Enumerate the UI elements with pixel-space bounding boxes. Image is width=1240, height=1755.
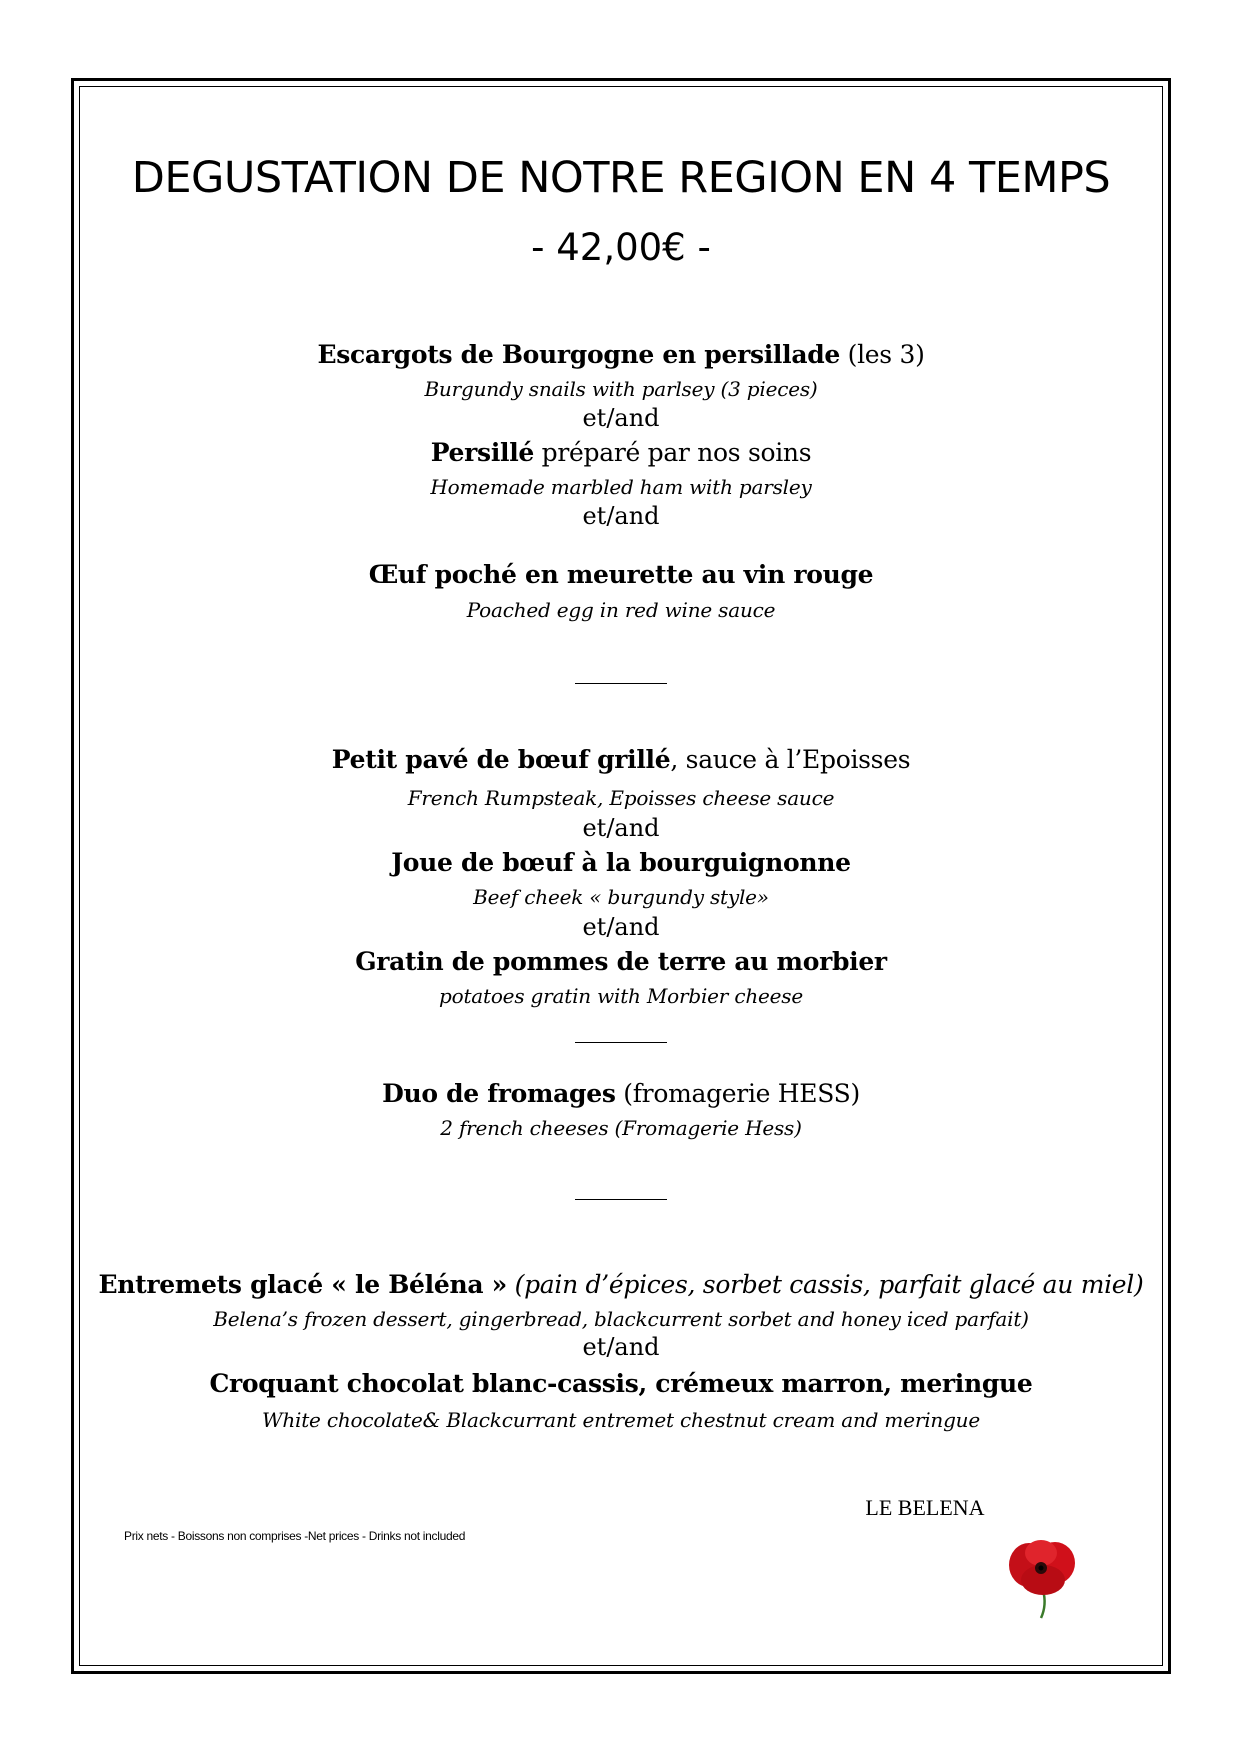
restaurant-signature: LE BELENA [865, 1495, 985, 1520]
dish-translation: Belena’s frozen dessert, gingerbread, blackcurrent sorbet and honey iced parfait) [213, 1307, 1029, 1331]
dish-croquant-chocolat [79, 1369, 1163, 1398]
dish-name: Duo de fromages [382, 1079, 616, 1108]
poppy-center-dot [1039, 1566, 1044, 1571]
dish-detail: , sauce à l’Epoisses [670, 745, 911, 774]
conjunction: et/and [582, 814, 660, 842]
dish-translation: French Rumpsteak, Epoisses cheese sauce [407, 786, 835, 810]
dish-translation: 2 french cheeses (Fromagerie Hess) [440, 1116, 802, 1140]
poppy-flower-icon [1003, 1535, 1083, 1620]
dish-joue-boeuf [79, 848, 1163, 877]
dish-entremets-glace [79, 1270, 1163, 1299]
dish-name: Gratin de pommes de terre au morbier [355, 947, 887, 976]
dish-translation: Homemade marbled ham with parsley [430, 475, 812, 499]
menu-price: - 42,00€ - [531, 226, 711, 269]
price-footnote: Prix nets - Boissons non comprises -Net prices - Drinks not included [124, 1529, 466, 1543]
conjunction: et/and [582, 404, 660, 432]
dish-name: Œuf poché en meurette au vin rouge [368, 560, 874, 589]
dish-name: Escargots de Bourgogne en persillade [317, 340, 841, 369]
dish-name: Persillé [430, 438, 535, 467]
dish-translation: potatoes gratin with Morbier cheese [439, 984, 803, 1008]
course-separator [575, 683, 667, 684]
course-separator [575, 1199, 667, 1200]
conjunction: et/and [582, 913, 660, 941]
dish-translation: Burgundy snails with parlsey (3 pieces) [424, 377, 818, 401]
dish-duo-fromages [79, 1079, 1163, 1108]
dish-gratin [79, 947, 1163, 976]
dish-detail: (les 3) [840, 340, 925, 369]
dish-persille [79, 438, 1163, 467]
dish-name: Entremets glacé « le Béléna » [98, 1270, 507, 1299]
dish-name: Petit pavé de bœuf grillé [331, 745, 671, 774]
dish-translation: White chocolate& Blackcurrant entremet chestnut cream and meringue [261, 1408, 980, 1432]
course-separator [575, 1042, 667, 1043]
dish-detail: préparé par nos soins [534, 438, 812, 467]
dish-translation: Poached egg in red wine sauce [466, 598, 776, 622]
dish-pave-boeuf [79, 745, 1163, 774]
dish-translation: Beef cheek « burgundy style» [473, 885, 769, 909]
dish-name: Joue de bœuf à la bourguignonne [391, 848, 851, 877]
dish-detail: (pain d’épices, sorbet cassis, parfait glacé au miel) [506, 1270, 1144, 1299]
dish-escargots [79, 340, 1163, 369]
conjunction: et/and [582, 502, 660, 530]
dish-oeuf-meurette [79, 560, 1163, 589]
menu-title: DEGUSTATION DE NOTRE REGION EN 4 TEMPS [131, 153, 1111, 203]
dish-detail: (fromagerie HESS) [615, 1079, 860, 1108]
dish-name: Croquant chocolat blanc-cassis, crémeux marron, meringue [209, 1369, 1033, 1398]
conjunction: et/and [582, 1333, 660, 1361]
